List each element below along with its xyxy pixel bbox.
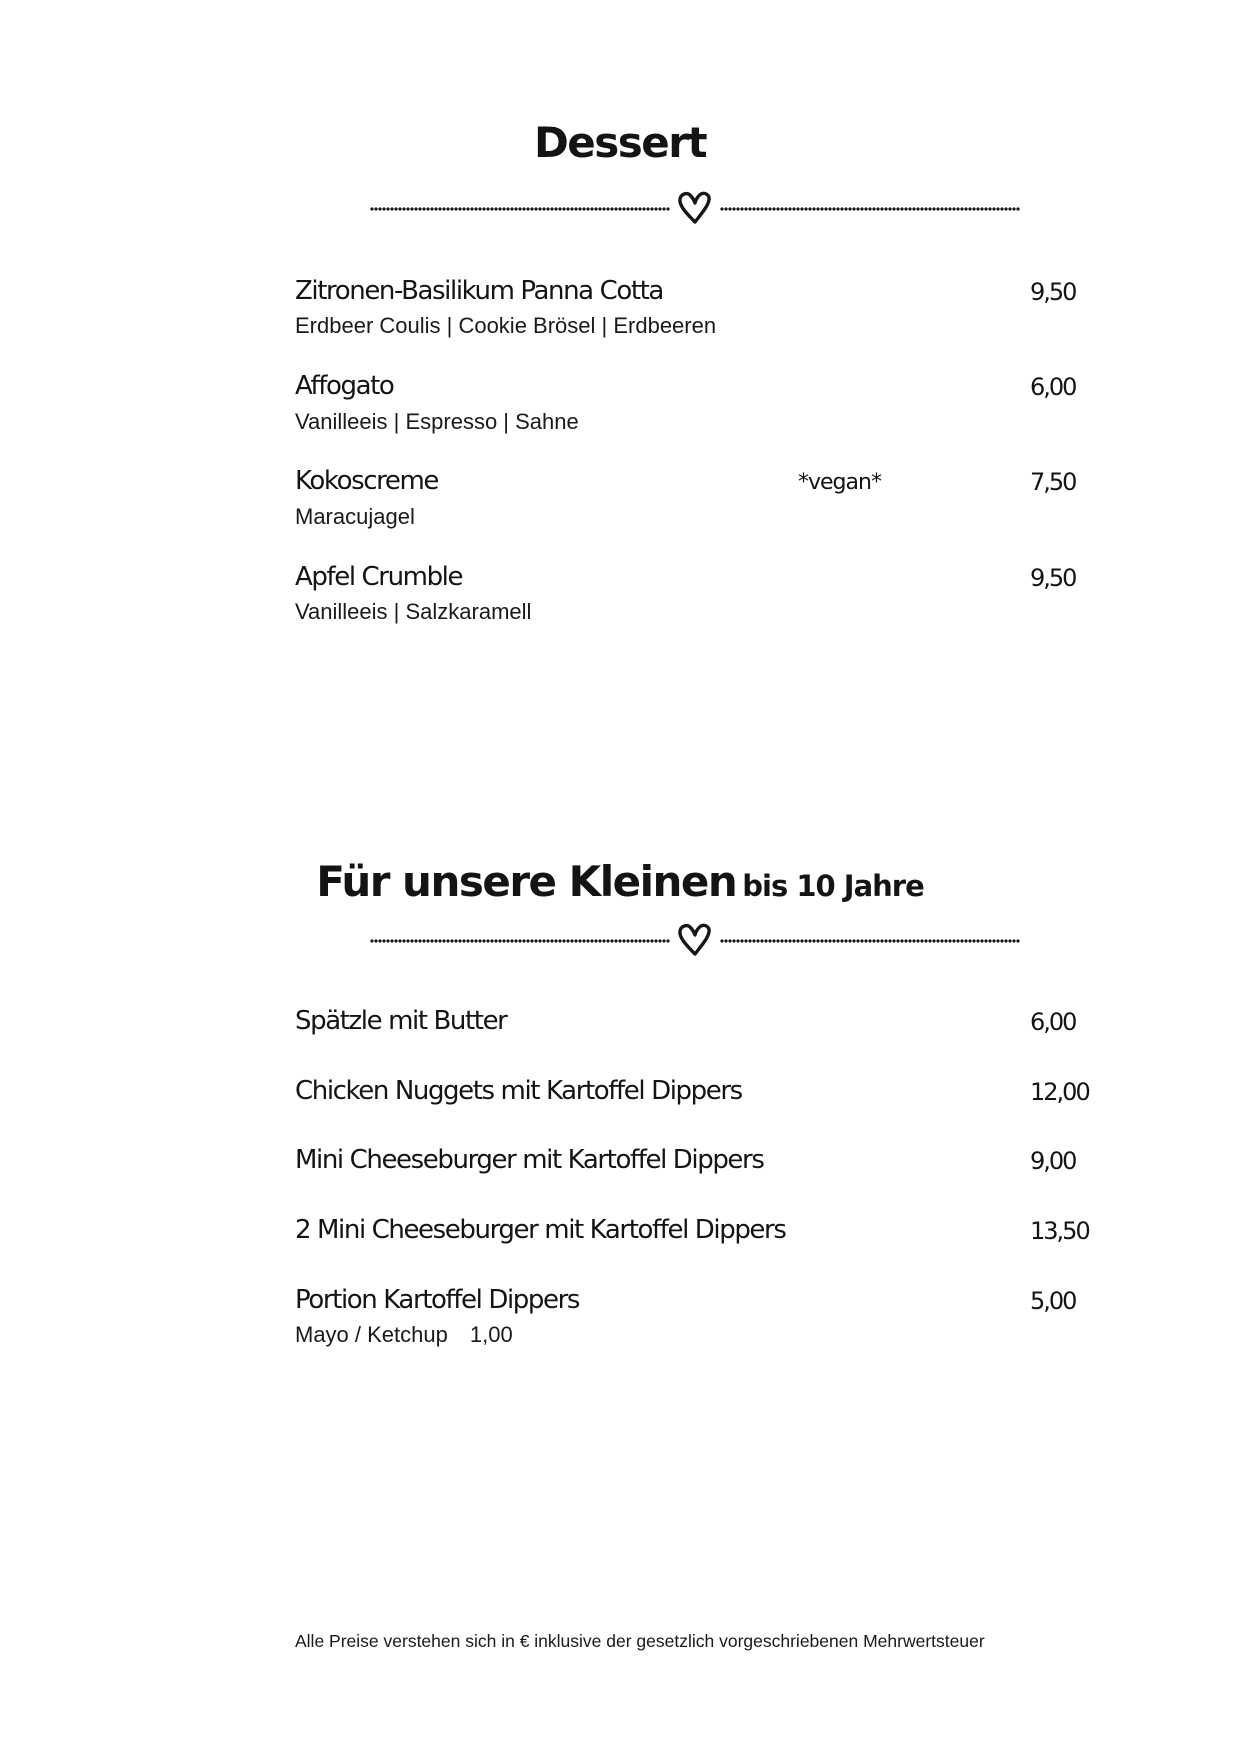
addon-label: Mayo / Ketchup [295,1322,448,1347]
divider-dots-left [370,939,670,943]
divider-dots-left [370,207,670,211]
item-description: Erdbeer Coulis | Cookie Brösel | Erdbeeren [295,313,717,338]
item-description: Vanilleeis | Salzkaramell [295,599,532,624]
addon-line [295,1322,513,1348]
item-price: 5,00 [1030,1287,1076,1315]
item-name: Zitronen-Basilikum Panna Cotta [295,276,663,306]
dessert-title [0,118,1240,167]
item-price: 6,00 [1030,373,1076,401]
price-footnote: Alle Preise verstehen sich in € inklusive der gesetzlich vorgeschriebenen Mehrwertsteuer [295,1631,985,1651]
item-name: Mini Cheeseburger mit Kartoffel Dippers [295,1145,764,1175]
divider-dots-right [720,207,1020,211]
item-price: 9,50 [1030,564,1076,592]
dessert-divider [370,186,1020,230]
item-name: 2 Mini Cheeseburger mit Kartoffel Dippers [295,1215,786,1245]
item-name: Spätzle mit Butter [295,1006,507,1036]
item-description: Vanilleeis | Espresso | Sahne [295,409,579,434]
item-description: Maracujagel [295,504,415,529]
kids-title-text: Für unsere Kleinen [316,857,737,906]
item-price: 13,50 [1030,1217,1089,1245]
heart-icon [675,188,715,228]
kids-title [0,857,1240,906]
kids-divider [370,918,1020,962]
item-price: 9,50 [1030,278,1076,306]
item-price: 7,50 [1030,468,1076,496]
dessert-title-text: Dessert [533,118,707,167]
divider-dots-right [720,939,1020,943]
item-name: Chicken Nuggets mit Kartoffel Dippers [295,1076,742,1106]
item-name: Apfel Crumble [295,562,463,592]
item-name: Portion Kartoffel Dippers [295,1285,580,1315]
kids-title-suffix: bis 10 Jahre [742,869,924,903]
item-price: 12,00 [1030,1078,1089,1106]
item-price: 9,00 [1030,1147,1076,1175]
heart-icon [675,920,715,960]
addon-price: 1,00 [469,1322,513,1347]
item-price: 6,00 [1030,1008,1076,1036]
item-name: Affogato [295,371,394,401]
item-name: Kokoscreme [295,466,438,496]
vegan-tag: *vegan* [798,470,881,495]
